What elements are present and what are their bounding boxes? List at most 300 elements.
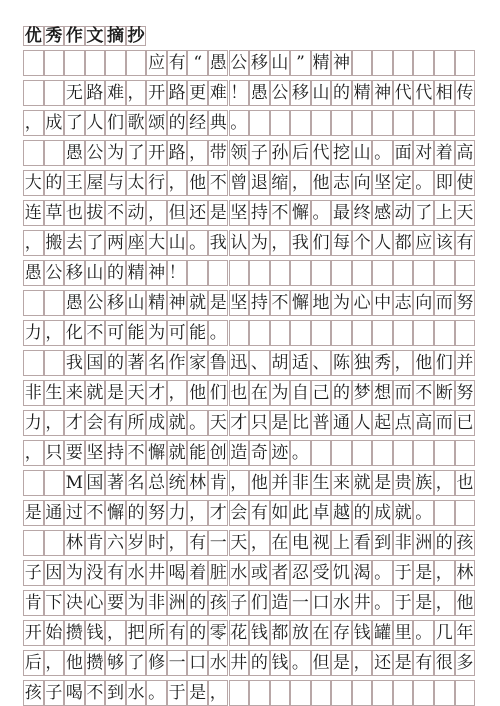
text-char-cell: 难 xyxy=(105,80,126,106)
text-char-cell: 放 xyxy=(290,620,311,646)
text-char-cell: 们 xyxy=(105,110,126,136)
text-char-cell: 他 xyxy=(187,380,208,406)
text-char-cell: 可 xyxy=(105,320,126,346)
text-char-cell xyxy=(44,470,65,496)
text-char-cell: 迅 xyxy=(229,350,250,376)
text-char-cell: ， xyxy=(167,380,188,406)
text-char-cell: 为 xyxy=(270,380,291,406)
text-char-cell: 此 xyxy=(290,500,311,526)
text-char-cell: 为 xyxy=(64,560,85,586)
text-char-cell: 我 xyxy=(208,230,229,256)
text-char-cell: ， xyxy=(23,230,44,256)
text-char-cell: 井 xyxy=(352,590,373,616)
text-char-cell: 山 xyxy=(352,140,373,166)
text-char-cell: 喝 xyxy=(64,680,85,706)
text-char-cell: 移 xyxy=(105,290,126,316)
text-char-cell: 会 xyxy=(85,410,106,436)
text-char-cell: 如 xyxy=(270,500,291,526)
text-char-cell: 。 xyxy=(372,140,393,166)
text-char-cell xyxy=(372,680,393,706)
text-char-cell: 公 xyxy=(44,260,65,286)
text-char-cell: 适 xyxy=(290,350,311,376)
text-char-cell: 持 xyxy=(249,200,270,226)
text-char-cell: 洲 xyxy=(413,530,434,556)
text-char-cell: 孙 xyxy=(270,140,291,166)
title-char-cell: 移 xyxy=(249,50,270,76)
text-char-cell: 是 xyxy=(105,380,126,406)
text-char-cell: 统 xyxy=(167,470,188,496)
text-char-cell: 即 xyxy=(434,170,455,196)
header-char-4: 文 xyxy=(86,25,104,46)
text-char-cell: 代 xyxy=(393,80,414,106)
text-char-cell: 有 xyxy=(455,230,476,256)
text-char-cell xyxy=(23,140,44,166)
text-char-cell: 搬 xyxy=(44,230,65,256)
text-char-cell: 他 xyxy=(413,350,434,376)
text-char-cell: 看 xyxy=(352,530,373,556)
text-char-cell: 攒 xyxy=(64,620,85,646)
text-row xyxy=(23,230,475,256)
text-char-cell: 都 xyxy=(270,620,291,646)
title-row xyxy=(23,50,475,76)
text-char-cell: ， xyxy=(146,200,167,226)
text-char-cell: 开 xyxy=(146,140,167,166)
text-char-cell: 每 xyxy=(331,230,352,256)
text-char-cell: 努 xyxy=(146,500,167,526)
text-char-cell: 懈 xyxy=(105,500,126,526)
text-char-cell: 人 xyxy=(352,410,373,436)
text-row xyxy=(23,440,475,466)
text-char-cell: 后 xyxy=(290,140,311,166)
text-char-cell xyxy=(455,500,476,526)
text-char-cell: 有 xyxy=(249,500,270,526)
text-char-cell: ， xyxy=(434,470,455,496)
text-char-cell: 。 xyxy=(187,410,208,436)
text-char-cell: 才 xyxy=(229,410,250,436)
text-char-cell: 成 xyxy=(146,410,167,436)
text-char-cell xyxy=(249,260,270,286)
text-char-cell: 坚 xyxy=(229,200,250,226)
text-char-cell: 歌 xyxy=(126,110,147,136)
text-char-cell: 移 xyxy=(290,80,311,106)
title-char-cell: 山 xyxy=(270,50,291,76)
text-char-cell: 可 xyxy=(167,320,188,346)
text-char-cell: 非 xyxy=(393,530,414,556)
text-char-cell: 心 xyxy=(352,290,373,316)
text-char-cell: 子 xyxy=(229,590,250,616)
text-char-cell: 总 xyxy=(146,470,167,496)
text-char-cell: 水 xyxy=(208,650,229,676)
text-char-cell: 为 xyxy=(126,590,147,616)
text-char-cell: 的 xyxy=(126,500,147,526)
text-char-cell: 。 xyxy=(372,560,393,586)
text-char-cell: 攒 xyxy=(85,650,106,676)
text-char-cell: 罐 xyxy=(372,620,393,646)
text-char-cell: 山 xyxy=(311,80,332,106)
text-row xyxy=(23,410,475,436)
text-char-cell: 并 xyxy=(270,470,291,496)
text-char-cell: 会 xyxy=(229,500,250,526)
text-char-cell: 林 xyxy=(455,560,476,586)
text-char-cell: 移 xyxy=(64,260,85,286)
text-char-cell: 。 xyxy=(208,320,229,346)
text-char-cell xyxy=(311,110,332,136)
text-char-cell: 。 xyxy=(413,620,434,646)
text-char-cell xyxy=(23,470,44,496)
header-char-1: 优 xyxy=(24,25,42,46)
text-char-cell: 代 xyxy=(413,80,434,106)
text-row xyxy=(23,290,475,316)
text-char-cell: 个 xyxy=(352,230,373,256)
text-char-cell: 是 xyxy=(393,650,414,676)
text-char-cell xyxy=(455,260,476,286)
text-char-cell: 力 xyxy=(23,410,44,436)
text-char-cell: 梦 xyxy=(352,380,373,406)
text-char-cell: 花 xyxy=(229,620,250,646)
title-char-cell xyxy=(393,50,414,76)
text-char-cell: 已 xyxy=(455,410,476,436)
text-char-cell: 就 xyxy=(187,290,208,316)
text-char-cell: 领 xyxy=(229,140,250,166)
text-char-cell: 为 xyxy=(105,140,126,166)
text-char-cell: 代 xyxy=(311,140,332,166)
title-char-cell: 精 xyxy=(311,50,332,76)
text-char-cell: 人 xyxy=(372,230,393,256)
text-char-cell: 不 xyxy=(105,200,126,226)
text-char-cell: 志 xyxy=(331,170,352,196)
text-char-cell: 精 xyxy=(352,80,373,106)
title-char-cell xyxy=(434,50,455,76)
text-char-cell: 为 xyxy=(146,320,167,346)
text-char-cell: 路 xyxy=(85,80,106,106)
text-char-cell: 高 xyxy=(413,410,434,436)
text-char-cell: 有 xyxy=(167,620,188,646)
text-char-cell: 年 xyxy=(455,620,476,646)
text-char-cell: 、 xyxy=(311,350,332,376)
text-char-cell: 山 xyxy=(167,230,188,256)
text-char-cell xyxy=(311,260,332,286)
text-char-cell: 地 xyxy=(311,290,332,316)
text-char-cell: 该 xyxy=(434,230,455,256)
text-char-cell: 生 xyxy=(311,470,332,496)
text-char-cell: 志 xyxy=(393,290,414,316)
text-char-cell: 水 xyxy=(126,560,147,586)
text-char-cell xyxy=(413,680,434,706)
text-char-cell: 神 xyxy=(372,80,393,106)
text-char-cell: 草 xyxy=(44,200,65,226)
title-char-cell xyxy=(352,50,373,76)
title-char-cell xyxy=(23,50,44,76)
text-char-cell: 秀 xyxy=(372,350,393,376)
text-char-cell: 挖 xyxy=(331,140,352,166)
text-char-cell: 孩 xyxy=(23,680,44,706)
text-char-cell: ， xyxy=(229,470,250,496)
text-char-cell: 的 xyxy=(249,650,270,676)
text-char-cell: 是 xyxy=(23,500,44,526)
text-row xyxy=(23,260,475,286)
text-char-cell: 脏 xyxy=(208,560,229,586)
text-char-cell: 。 xyxy=(290,650,311,676)
text-row xyxy=(23,170,475,196)
text-char-cell xyxy=(44,350,65,376)
text-char-cell: 太 xyxy=(126,170,147,196)
text-row xyxy=(23,470,475,496)
title-char-cell xyxy=(105,50,126,76)
text-char-cell: 胡 xyxy=(270,350,291,376)
text-char-cell xyxy=(331,680,352,706)
text-char-cell xyxy=(372,110,393,136)
text-char-cell: 把 xyxy=(126,620,147,646)
text-char-cell: 懈 xyxy=(290,290,311,316)
text-char-cell: 就 xyxy=(167,410,188,436)
text-char-cell: 力 xyxy=(167,500,188,526)
text-char-cell: 一 xyxy=(290,590,311,616)
text-char-cell: 忍 xyxy=(290,560,311,586)
text-char-cell: 非 xyxy=(290,470,311,496)
title-char-cell: ” xyxy=(290,50,311,76)
text-char-cell: 坚 xyxy=(229,290,250,316)
text-char-cell: 还 xyxy=(372,650,393,676)
text-char-cell: 修 xyxy=(146,650,167,676)
text-char-cell: 是 xyxy=(331,650,352,676)
text-char-cell: 退 xyxy=(249,170,270,196)
text-char-cell: 们 xyxy=(208,380,229,406)
text-char-cell: 洲 xyxy=(167,590,188,616)
text-char-cell xyxy=(229,320,250,346)
text-char-cell: 能 xyxy=(187,320,208,346)
text-char-cell: 动 xyxy=(126,200,147,226)
text-row xyxy=(23,380,475,406)
title-char-cell xyxy=(44,50,65,76)
text-char-cell: 缩 xyxy=(270,170,291,196)
text-char-cell: 就 xyxy=(85,380,106,406)
text-char-cell: 贵 xyxy=(393,470,414,496)
text-char-cell: 始 xyxy=(44,620,65,646)
text-char-cell: 路 xyxy=(167,80,188,106)
text-char-cell: 时 xyxy=(146,530,167,556)
text-char-cell: 持 xyxy=(249,290,270,316)
text-char-cell: 钱 xyxy=(85,620,106,646)
text-char-cell: 水 xyxy=(331,590,352,616)
text-char-cell: 化 xyxy=(64,320,85,346)
text-char-cell: 认 xyxy=(229,230,250,256)
text-char-cell xyxy=(331,320,352,346)
text-char-cell: 曾 xyxy=(229,170,250,196)
text-char-cell: 应 xyxy=(413,230,434,256)
text-char-cell: 着 xyxy=(187,560,208,586)
text-char-cell: 更 xyxy=(187,80,208,106)
text-char-cell: 喝 xyxy=(167,560,188,586)
text-char-cell: 力 xyxy=(23,320,44,346)
text-char-cell: 他 xyxy=(455,590,476,616)
text-char-cell xyxy=(270,320,291,346)
text-char-cell xyxy=(393,260,414,286)
text-char-cell: ， xyxy=(167,530,188,556)
text-char-cell: 懈 xyxy=(290,200,311,226)
text-char-cell: 不 xyxy=(85,680,106,706)
text-char-cell xyxy=(352,680,373,706)
text-char-cell: 井 xyxy=(146,560,167,586)
text-char-cell: 比 xyxy=(290,410,311,436)
text-char-cell: 天 xyxy=(455,200,476,226)
text-char-cell: 没 xyxy=(85,560,106,586)
text-char-cell: 大 xyxy=(146,230,167,256)
text-char-cell: 子 xyxy=(23,560,44,586)
text-char-cell: 公 xyxy=(85,290,106,316)
text-char-cell xyxy=(270,260,291,286)
text-row xyxy=(23,680,475,706)
text-char-cell xyxy=(290,680,311,706)
text-char-cell xyxy=(372,320,393,346)
text-char-cell xyxy=(455,320,476,346)
text-char-cell: 相 xyxy=(434,80,455,106)
text-char-cell: 开 xyxy=(146,80,167,106)
text-char-cell xyxy=(352,440,373,466)
text-char-cell: ， xyxy=(187,140,208,166)
text-char-cell: 所 xyxy=(146,620,167,646)
text-char-cell xyxy=(434,440,455,466)
text-char-cell: 大 xyxy=(23,170,44,196)
text-char-cell: ， xyxy=(126,80,147,106)
text-char-cell: 于 xyxy=(393,590,414,616)
text-char-cell xyxy=(434,320,455,346)
text-char-cell: 水 xyxy=(229,560,250,586)
text-char-cell: 我 xyxy=(64,350,85,376)
text-char-cell: 族 xyxy=(413,470,434,496)
text-char-cell: 著 xyxy=(105,470,126,496)
text-char-cell: 愚 xyxy=(23,260,44,286)
text-char-cell xyxy=(290,260,311,286)
text-char-cell: 六 xyxy=(105,530,126,556)
text-char-cell: 带 xyxy=(208,140,229,166)
text-char-cell: 并 xyxy=(455,350,476,376)
text-char-cell: 通 xyxy=(44,500,65,526)
text-char-cell: 就 xyxy=(393,500,414,526)
text-char-cell: 家 xyxy=(187,350,208,376)
text-char-cell: 想 xyxy=(372,380,393,406)
header-row xyxy=(23,26,475,46)
text-char-cell: 水 xyxy=(126,680,147,706)
text-char-cell xyxy=(23,80,44,106)
text-char-cell: 与 xyxy=(105,170,126,196)
title-char-cell: 愚 xyxy=(208,50,229,76)
text-char-cell: 成 xyxy=(44,110,65,136)
text-char-cell: 国 xyxy=(85,470,106,496)
text-char-cell: 努 xyxy=(455,290,476,316)
text-char-cell xyxy=(311,680,332,706)
text-char-cell: 们 xyxy=(249,590,270,616)
text-char-cell: 两 xyxy=(105,230,126,256)
title-char-cell xyxy=(64,50,85,76)
text-char-cell: 定 xyxy=(393,170,414,196)
text-char-cell: 到 xyxy=(372,530,393,556)
text-char-cell: 。 xyxy=(146,680,167,706)
text-char-cell: 的 xyxy=(44,170,65,196)
text-char-cell xyxy=(249,320,270,346)
text-char-cell: ， xyxy=(44,320,65,346)
text-char-cell: 。 xyxy=(229,110,250,136)
text-char-cell: 卓 xyxy=(311,500,332,526)
text-char-cell: 能 xyxy=(126,320,147,346)
text-char-cell: 到 xyxy=(105,680,126,706)
text-char-cell: 后 xyxy=(23,650,44,676)
text-char-cell: 努 xyxy=(455,380,476,406)
text-char-cell: 独 xyxy=(352,350,373,376)
text-char-cell xyxy=(229,680,250,706)
text-char-cell: 山 xyxy=(126,290,147,316)
text-char-cell: 不 xyxy=(85,320,106,346)
text-char-cell: 就 xyxy=(167,440,188,466)
text-char-cell: 不 xyxy=(270,290,291,316)
text-char-cell: 够 xyxy=(105,650,126,676)
text-char-cell: 非 xyxy=(146,590,167,616)
text-char-cell: 愚 xyxy=(64,140,85,166)
text-char-cell: 在 xyxy=(249,380,270,406)
text-char-cell: 使 xyxy=(455,170,476,196)
text-char-cell xyxy=(413,110,434,136)
text-char-cell: 岁 xyxy=(126,530,147,556)
text-char-cell: 行 xyxy=(146,170,167,196)
text-char-cell: ， xyxy=(393,350,414,376)
text-char-cell: ， xyxy=(249,530,270,556)
text-char-cell xyxy=(413,260,434,286)
text-char-cell xyxy=(393,320,414,346)
text-char-cell: 动 xyxy=(393,200,414,226)
text-char-cell: 为 xyxy=(249,230,270,256)
text-char-cell: 上 xyxy=(434,200,455,226)
text-char-cell: 里 xyxy=(393,620,414,646)
text-char-cell: 感 xyxy=(372,200,393,226)
text-char-cell xyxy=(331,440,352,466)
header-char-2: 秀 xyxy=(45,25,63,46)
text-char-cell: 多 xyxy=(455,650,476,676)
text-char-cell xyxy=(290,320,311,346)
text-char-cell xyxy=(311,320,332,346)
text-char-cell: 们 xyxy=(434,350,455,376)
text-char-cell: 奇 xyxy=(249,440,270,466)
text-char-cell: 要 xyxy=(105,590,126,616)
text-char-cell: 著 xyxy=(126,350,147,376)
text-char-cell: 天 xyxy=(126,380,147,406)
header-char-3: 作 xyxy=(65,25,83,46)
text-char-cell xyxy=(393,440,414,466)
header-char-6: 抄 xyxy=(127,25,145,46)
text-char-cell: 颂 xyxy=(146,110,167,136)
title-char-cell xyxy=(126,50,147,76)
text-char-cell: 他 xyxy=(311,170,332,196)
text-row xyxy=(23,350,475,376)
text-char-cell: 但 xyxy=(311,650,332,676)
text-char-cell xyxy=(352,110,373,136)
text-char-cell: 神 xyxy=(146,260,167,286)
text-char-cell: 也 xyxy=(455,470,476,496)
text-char-cell: 口 xyxy=(311,590,332,616)
text-char-cell: 钱 xyxy=(249,620,270,646)
text-char-cell: 就 xyxy=(352,470,373,496)
title-char-cell: 有 xyxy=(167,50,188,76)
text-char-cell: 成 xyxy=(372,500,393,526)
text-char-cell: 在 xyxy=(311,620,332,646)
text-char-cell: 所 xyxy=(126,410,147,436)
text-char-cell: ， xyxy=(434,560,455,586)
text-char-cell: 造 xyxy=(229,440,250,466)
text-char-cell: 通 xyxy=(331,410,352,436)
text-char-cell xyxy=(331,260,352,286)
text-char-cell: 钱 xyxy=(270,650,291,676)
text-row xyxy=(23,560,475,586)
text-char-cell: ， xyxy=(270,230,291,256)
text-char-cell: 于 xyxy=(167,680,188,706)
